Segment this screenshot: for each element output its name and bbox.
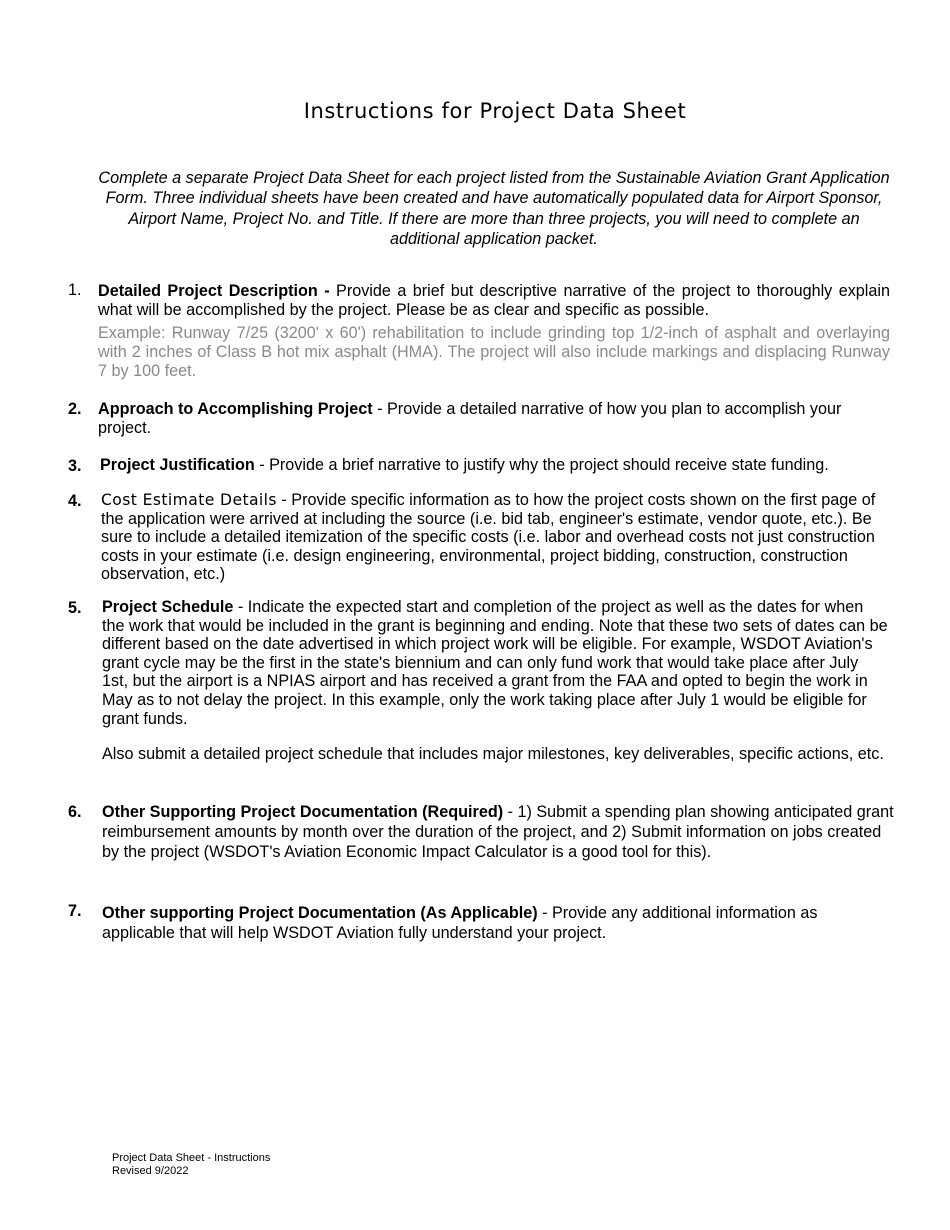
item-1-text: Provide a brief but descriptive narrative of the project to thoroughly explain what will be accomplished by the project. Please be as clear and specific as possible.	[98, 282, 891, 319]
item-4	[101, 491, 893, 584]
footer-line-2: Revised 9/2022	[112, 1165, 189, 1178]
item-1-number: 1.	[68, 281, 82, 299]
item-7-label: Other supporting Project Documentation (As Applicable)	[102, 904, 538, 922]
item-7	[102, 903, 894, 943]
item-1	[98, 282, 890, 319]
item-6-number: 6.	[68, 803, 82, 821]
item-5-text: - Indicate the expected start and completion of the project as well as the dates for when the work that would be included in the grant is beginning and ending. Note that these two sets of dates can be different based on the date advertised in which project work will be eligible. For example, WSDOT Aviation's grant cycle may be the first in the state's biennium and can only fund work that would take place after July 1st, but the airport is a NPIAS airport and has received a grant from the FAA and opted to begin the work in May as to not delay the project. In this example, only the work taking place after July 1 would be eligible for grant funds.	[102, 598, 888, 728]
item-3	[100, 456, 892, 475]
item-2	[98, 400, 890, 437]
item-7-number: 7.	[68, 902, 82, 920]
item-3-number: 3.	[68, 457, 82, 475]
item-5-number: 5.	[68, 599, 82, 617]
item-1-example: Example: Runway 7/25 (3200' x 60') rehabilitation to include grinding top 1/2-inch of asphalt and overlaying with 2 inches of Class B hot mix asphalt (HMA). The project will also include markings and displacing Runway 7 by 100 feet.	[98, 324, 890, 380]
item-3-text: - Provide a brief narrative to justify why the project should receive state funding.	[254, 456, 829, 474]
item-5-extra: Also submit a detailed project schedule that includes major milestones, key deliverables, specific actions, etc.	[102, 745, 884, 763]
footer-line-1: Project Data Sheet - Instructions	[112, 1152, 271, 1164]
item-3-label: Project Justification	[100, 456, 255, 474]
item-2-label: Approach to Accomplishing Project	[98, 400, 373, 418]
item-4-number: 4.	[68, 492, 82, 510]
item-6	[102, 802, 894, 863]
item-4-text: - Provide specific information as to how the project costs shown on the first page of the application were arrived at including the source (i.e. bid tab, engineer's estimate, vendor quote, etc.). Be sure to include a detailed itemization of the specific costs (i.e. labor and overhead costs not just construction costs in your estimate (i.e. design engineering, environmental, project bidding, construction, construction observation, etc.)	[101, 491, 876, 584]
intro-paragraph: Complete a separate Project Data Sheet for each project listed from the Sustainable Aviation Grant Application Form. Three individual sheets have been created and have automatically populated data for Airport Sponsor, Airport Name, Project No. and Title. If there are more than three projects, you will need to complete an additional application packet.	[98, 169, 890, 249]
item-4-label: Cost Estimate Details	[101, 491, 277, 509]
item-5-label: Project Schedule	[102, 598, 234, 616]
page-footer	[112, 1152, 270, 1179]
item-6-text: - 1) Submit a spending plan showing anticipated grant reimbursement amounts by month over the duration of the project, and 2) Submit information on jobs created by the project (WSDOT's Aviation Economic Impact Calculator is a good tool for this).	[102, 803, 894, 862]
item-7-text: - Provide any additional information as applicable that will help WSDOT Aviation fully understand your project.	[102, 904, 818, 943]
item-6-label: Other Supporting Project Documentation (Required)	[102, 803, 504, 821]
item-2-number: 2.	[68, 400, 82, 418]
item-5	[102, 598, 888, 728]
item-1-label: Detailed Project Description -	[98, 282, 330, 300]
item-2-text: - Provide a detailed narrative of how you plan to accomplish your project.	[98, 400, 842, 437]
page-title: Instructions for Project Data Sheet	[303, 99, 687, 123]
